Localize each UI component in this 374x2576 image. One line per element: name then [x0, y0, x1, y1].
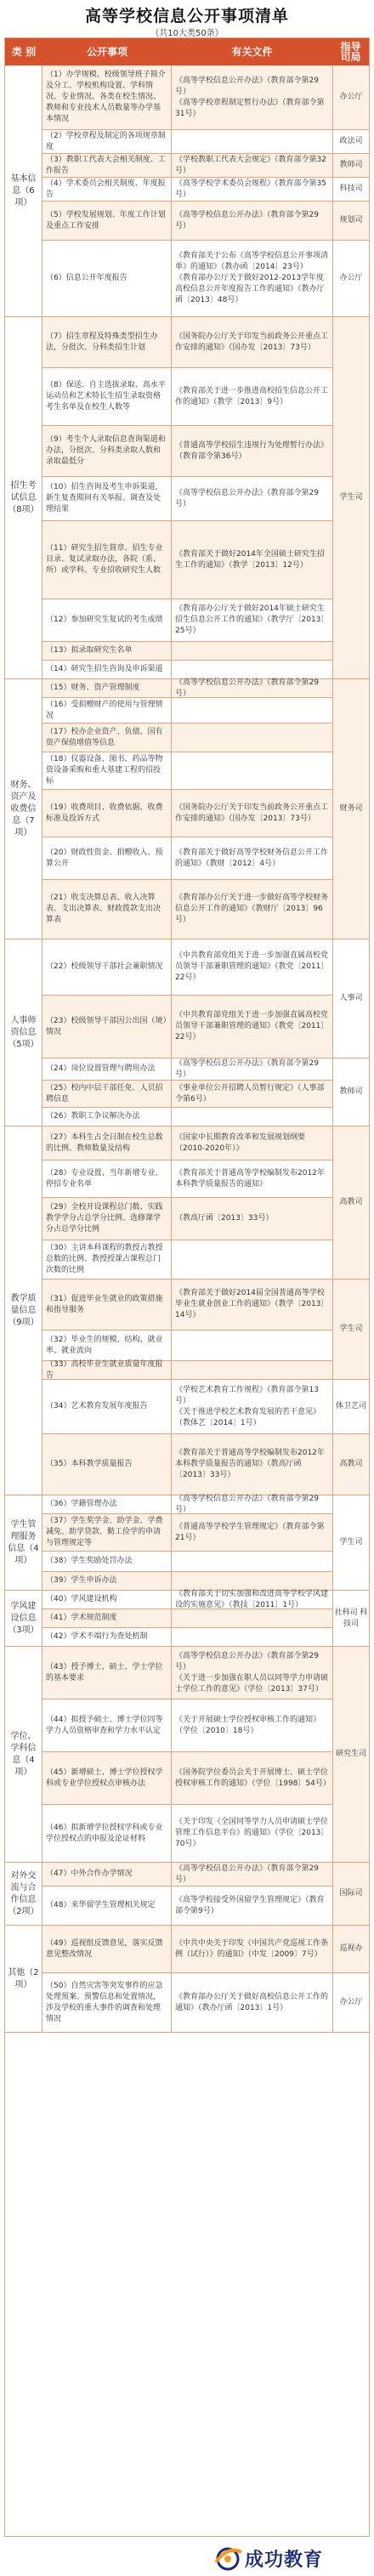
- driver-cell: 研究生司: [332, 1647, 369, 1863]
- row-docs-text: 《高等学校学术委员会规程》（教育部令第35号）: [175, 179, 326, 199]
- row-docs-text: [172, 1572, 332, 1590]
- table-row: [42, 679, 332, 698]
- row-docs-text: 《关于印发《全国同等学力人员申请硕士学位管理工作信息平台》的通知》（学位〔2013〕70号）: [175, 1818, 329, 1848]
- table-row: [42, 1160, 332, 1198]
- table-row: [42, 698, 332, 723]
- driver-cell: 学生司: [332, 1279, 369, 1380]
- row-docs-text: 《国家中长期教育改革和发展规划纲要（2010-2020年）》: [175, 1132, 306, 1153]
- row-docs-text: [172, 661, 332, 678]
- row-item-text: （23）校级领导干部因公出国（境）情况: [42, 996, 172, 1058]
- row-item-text: （3）教职工代表大会相关制度、工作报告: [42, 154, 172, 177]
- row-docs-text: [172, 1240, 332, 1279]
- row-item-text: （36）学籍管理办法: [42, 1495, 172, 1513]
- row-item-text: （17）校办企业资产、负债、国有资产保值增值等信息: [42, 723, 172, 752]
- driver-cell: 高教司: [332, 1434, 369, 1495]
- row-docs-text: 《事业单位公开招聘人员暂行规定》（人事部令第6号）: [175, 1083, 325, 1104]
- driver-cell: 社科司 科技司: [332, 1591, 369, 1647]
- category-cell: 人事师资信息（5项）: [5, 939, 42, 1126]
- row-item-text: （12）参加研究生复试的考生成绩: [42, 599, 172, 641]
- table-row: [42, 368, 332, 426]
- header-driver: 指导 司局: [340, 41, 361, 63]
- category-cell: 学风建设信息（3项）: [5, 1591, 42, 1647]
- row-docs-text: 《学校教职工代表大会规定》（教育部令第32号）: [175, 155, 326, 175]
- row-docs-text: 《教育部关于切实加强和改进高等学校学风建设的实施意见》（教技〔2011〕1号）: [175, 1589, 329, 1609]
- row-docs-text: 《高等学校信息公开办法》（教育部令第29号）: [175, 678, 319, 698]
- table-row: [42, 1609, 332, 1628]
- row-item-text: （21）收支决算总表、收入决算表、支出决算表、财政拨款支出决算表: [42, 880, 172, 939]
- row-docs-text: 《普通高等学校学生管理规定》（教育部令第21号）: [175, 1522, 325, 1542]
- header-category: 类 别: [11, 46, 37, 58]
- driver-cell: 巡视办: [332, 1926, 369, 1973]
- globe-arc-icon: [212, 2544, 243, 2573]
- row-docs-text: 《中共教育部党组关于进一步加强直属高校党员领导干部兼职管理的通知》（教党〔2011〕22号）: [175, 1011, 329, 1041]
- table-row: [42, 642, 332, 661]
- row-docs-text: 《教育部办公厅关于进一步做好高等学校财务信息公开工作的通知》（教财厅〔2013〕96号）: [175, 894, 329, 924]
- row-item-text: （39）学生申诉办法: [42, 1572, 172, 1590]
- driver-cell: 办公厅: [332, 241, 369, 317]
- table-row: [42, 477, 332, 521]
- category-cell: 招生考试信息（8项）: [5, 317, 42, 679]
- row-docs-text: 《教育部关于做好2014届全国普通高等学校毕业生就业创业工作的通知》（教学〔2013〕14号）: [175, 1289, 329, 1319]
- driver-cell: 国际司: [332, 1863, 369, 1926]
- table-row: [42, 1805, 332, 1863]
- row-item-text: （20）财政性资金、捐赠收入、预算公开: [42, 837, 172, 879]
- table-row: [42, 201, 332, 241]
- row-item-text: （22）校级领导干部社会兼职情况: [42, 939, 172, 995]
- table-row: [42, 241, 332, 317]
- table-row: [42, 1628, 332, 1647]
- row-docs-text: 《高等学校信息公开办法》（教育部令第29号）: [175, 210, 319, 230]
- row-docs-text: 《中共中央关于印发《中国共产党巡视工作条例（试行）》的通知》（中发〔2009〕7号）: [175, 1938, 329, 1959]
- row-docs-text: [172, 698, 332, 723]
- driver-cell: 财务司: [332, 679, 369, 939]
- row-item-text: （48）来华留学生管理相关规定: [42, 1887, 172, 1925]
- row-docs-text: 《高等学校信息公开办法》（教育部令第29号）: [175, 1494, 319, 1514]
- row-item-text: （24）岗位设置管理与聘用办法: [42, 1058, 172, 1080]
- brand-logo: [212, 2544, 370, 2573]
- table-row: [42, 1380, 332, 1434]
- table-row: [42, 1752, 332, 1805]
- row-item-text: （30）主讲本科课程的教授占教授总数的比例、教授授课占课程总门次数的比例: [42, 1240, 172, 1279]
- row-item-text: （10）招生咨询及考生申诉渠道，新生复查期间有关举报、调查及处理结果: [42, 477, 172, 520]
- table-row: [42, 521, 332, 599]
- page-title: 高等学校信息公开事项清单: [84, 7, 289, 26]
- row-docs-text: 《中共教育部党组关于进一步加强直属高校党员领导干部兼职管理的通知》（教党〔2011〕22号）: [175, 951, 329, 982]
- row-item-text: （19）收费项目、收费依据、收费标准及投诉方式: [42, 790, 172, 837]
- row-docs-text: 《教育部关于做好2014年全国硕士研究生招生工作的通知》（教学〔2013〕12号）: [175, 549, 325, 570]
- category-cell: 学位、学科信息（4项）: [5, 1647, 42, 1863]
- row-docs-text: [172, 1552, 332, 1571]
- row-docs-text: （教高厅函〔2013〕33号）: [175, 1214, 274, 1223]
- row-item-text: （7）招生章程及特殊类型招生办法，分批次、分科类招生计划: [42, 317, 172, 367]
- category-cell: 财务、资产及收费信息（7项）: [5, 679, 42, 939]
- row-item-text: （6）信息公开年度报告: [42, 241, 172, 316]
- row-docs-text: 《高等学校信息公开办法》（教育部令第29号）: [175, 1864, 319, 1884]
- category-cell: 对外交流与合作信息（2项）: [5, 1863, 42, 1926]
- row-item-text: （32）毕业生的规模、结构、就业率、就业流向: [42, 1331, 172, 1360]
- row-docs-text: 《高等学校信息公开办法》（教育部令第29号）: [175, 1058, 319, 1079]
- table-row: [42, 1058, 332, 1081]
- driver-cell: 高教司: [332, 1126, 369, 1279]
- table-row: [42, 996, 332, 1058]
- row-docs-text: 《教育部关于普通高等学校编制发布2012年本科教学质量报告的通知》: [175, 1168, 325, 1189]
- row-item-text: （38）学生奖励处罚办法: [42, 1552, 172, 1571]
- table-header: [5, 38, 369, 65]
- table-row: [42, 130, 332, 154]
- driver-cell: 政法司: [332, 130, 369, 154]
- header-item: 公开事项: [86, 46, 128, 58]
- row-item-text: （8）保送、自主选拔录取、高水平运动员和艺术特长生招生录取资格考生名单及在校生人数等: [42, 368, 172, 425]
- category-cell: 学生管理服务信息（4项）: [5, 1495, 42, 1591]
- row-item-text: （15）财务、资产管理制度: [42, 679, 172, 697]
- driver-cell: 科技司: [332, 178, 369, 201]
- row-item-text: （27）本科生占全日制在校生总数的比例、教师数量及结构: [42, 1126, 172, 1160]
- row-item-text: （29）全校开设课程总门数、实践教学学分占总学分比例、选修课学分占总学分比例: [42, 1198, 172, 1240]
- table-row: [42, 65, 332, 130]
- table-row: [42, 1552, 332, 1572]
- driver-cell: 办公厅: [332, 65, 369, 130]
- table-row: [42, 1361, 332, 1380]
- row-docs-text: 《国务院学位委员会关于开展博士、硕士学位授权审核工作的通知》（学位〔1998〕54号）: [175, 1767, 331, 1788]
- row-docs-text: [172, 723, 332, 752]
- row-docs-text: 《高等学校接受外国留学生管理规定》（教育部令第9号）: [175, 1895, 325, 1915]
- table-row: [42, 1126, 332, 1160]
- table-row: [42, 1973, 332, 2033]
- row-docs-text: [172, 130, 332, 153]
- table-row: [42, 1495, 332, 1514]
- driver-cell: 学生司: [332, 1495, 369, 1591]
- row-docs-text: 《教育部办公厅关于做好高校信息公开工作的通知》（教办厅函〔2013〕1号）: [175, 1992, 329, 2012]
- row-item-text: （13）拟录取研究生名单: [42, 642, 172, 660]
- table-row: [42, 1279, 332, 1331]
- row-item-text: （14）研究生招生咨询及申诉渠道: [42, 661, 172, 678]
- table-row: [42, 1699, 332, 1752]
- row-item-text: （18）仪器设备、图书、药品等物资设备采购和重大基建工程的招投标: [42, 752, 172, 789]
- table-row: [42, 154, 332, 178]
- row-docs-text: [172, 1361, 332, 1379]
- page-subtitle: （共10大类50条）: [150, 29, 224, 38]
- table-row: [42, 837, 332, 880]
- row-item-text: （28）专业设置、当年新增专业、停招专业名单: [42, 1160, 172, 1197]
- row-docs-text: [172, 1609, 332, 1627]
- table-row: [42, 426, 332, 477]
- table-row: [42, 1863, 332, 1887]
- row-docs-text: [172, 1108, 332, 1126]
- disclosure-table: [4, 37, 370, 2537]
- row-item-text: （37）学生奖学金、助学金、学费减免、助学贷款、勤工俭学的申请与管理规定等: [42, 1514, 172, 1551]
- table-row: [42, 1198, 332, 1240]
- row-docs-text: 《关于开展硕士学位授权审核工作的通知》（学位〔2010〕18号）: [175, 1715, 321, 1735]
- category-cell: 教学质量信息（9项）: [5, 1126, 42, 1495]
- row-docs-text: 《教育部关于做好高等学校财务信息公开工作的通知》（教财〔2012〕4号）: [175, 848, 329, 868]
- table-row: [42, 1108, 332, 1126]
- row-item-text: （41）学术规范制度: [42, 1609, 172, 1627]
- row-docs-text: 《教育部关于进一步推进高校招生信息公开工作的通知》（教学〔2013〕9号）: [175, 386, 329, 406]
- table-row: [42, 599, 332, 642]
- table-row: [42, 178, 332, 201]
- table-row: [42, 317, 332, 368]
- table-row: [42, 939, 332, 996]
- row-item-text: （34）艺术教育发展年度报告: [42, 1380, 172, 1433]
- driver-cell: 体卫艺司: [332, 1380, 369, 1434]
- table-row: [42, 1887, 332, 1926]
- row-docs-text: [172, 642, 332, 660]
- row-item-text: （50）自然灾害等突发事件的应急处理预案、预警信息和处置情况，涉及学校的重大事件的调查和处理情况: [42, 1973, 172, 2032]
- row-item-text: （4）学术委员会相关制度、年度报告: [42, 178, 172, 201]
- row-item-text: （35）本科教学质量报告: [42, 1434, 172, 1495]
- row-item-text: （31）促进毕业生就业的政策措施和指导服务: [42, 1279, 172, 1330]
- row-item-text: （1）办学规模、校级领导班子简介及分工、学校机构设置、学科情况、专业情况、各类在校生情况、教师和专业技术人员数量等办学基本情况: [42, 65, 172, 129]
- logo-text: 成功教育: [245, 2550, 324, 2571]
- row-docs-text: 《教育部关于公布《高等学校信息公开事项清单》的通知》（教办函〔2014〕23号） 《教育部办公厅关于做好2012-2013学年度高校信息公开年度报告工作的通知》（教办厅函〔2013〕48号）: [175, 252, 329, 304]
- row-item-text: （33）高校毕业生就业质量年度报告: [42, 1361, 172, 1379]
- row-item-text: （47）中外合作办学情况: [42, 1863, 172, 1886]
- category-cell: 基本信息（6项）: [5, 65, 42, 317]
- row-item-text: （2）学校章程及制定的各项规章制度: [42, 130, 172, 153]
- row-docs-text: 《教育部办公厅关于做好2014年硕士研究生招生信息公开工作的通知》（教学厅〔2013〕25号）: [175, 604, 329, 635]
- row-item-text: （25）校内中层干部任免、人员招聘信息: [42, 1081, 172, 1107]
- row-docs-text: [172, 1628, 332, 1646]
- row-docs-text: [172, 752, 332, 789]
- driver-cell: 规划司: [332, 201, 369, 241]
- row-item-text: （26）教职工争议解决办法: [42, 1108, 172, 1126]
- row-item-text: （9）考生个人录取信息查询渠道和办法，分批次、分科类录取人数和录取最低分: [42, 426, 172, 476]
- row-item-text: （44）拟授予硕士、博士学位同等学力人员资格审查和学力水平认定: [42, 1699, 172, 1751]
- driver-cell: 办公厅: [332, 1973, 369, 2033]
- table-row: [42, 723, 332, 752]
- table-row: [42, 1514, 332, 1552]
- row-item-text: （40）学风建设机构: [42, 1591, 172, 1609]
- table-row: [42, 1647, 332, 1699]
- row-docs-text: [172, 1331, 332, 1360]
- row-item-text: （46）拟新增学位授权学科或专业学位授权点的申报及论证材料: [42, 1805, 172, 1862]
- table-row: [42, 790, 332, 837]
- table-row: [42, 880, 332, 939]
- row-docs-text: 《高等学校信息公开办法》（教育部令第29号） 《关于进一步加强在职人员以同等学力申请硕士学位工作的意见》（学位〔2013〕37号）: [175, 1651, 329, 1694]
- table-row: [42, 1240, 332, 1279]
- row-item-text: （42）学术不端行为查处机制: [42, 1628, 172, 1646]
- row-item-text: （49）巡视组反馈意见，落实反馈意见整改情况: [42, 1926, 172, 1972]
- driver-cell: 教师司: [332, 154, 369, 178]
- row-docs-text: 《国务院办公厅关于印发当前政务公开重点工作安排的通知》（国办发〔2013〕73号）: [175, 803, 329, 823]
- driver-cell: 学生司: [332, 317, 369, 679]
- row-docs-text: 《国务院办公厅关于印发当前政务公开重点工作安排的通知》（国办发〔2013〕73号）: [175, 332, 329, 352]
- row-docs-text: 《高等学校信息公开办法》（教育部令第29号） 《高等学校章程制定暂行办法》（教育部令第31号）: [175, 76, 325, 118]
- table-row: [42, 1331, 332, 1361]
- row-docs-text: 《教育部关于普通高等学校编制发布2012年本科教学质量报告的通知》（教高厅函〔2013〕33号）: [175, 1449, 325, 1479]
- row-item-text: （43）授予博士、硕士、学士学位的基本要求: [42, 1647, 172, 1699]
- row-docs-text: 《普通高等学校招生违规行为处理暂行办法》（教育部令第36号）: [175, 440, 329, 461]
- table-row: [42, 1926, 332, 1973]
- row-docs-text: 《学校艺术教育工作规程》（教育部令第13号） 《关于推进学校艺术教育发展的若干意见》（教体艺〔2014〕1号）: [175, 1385, 321, 1427]
- row-item-text: （45）新增硕士、博士学位授权学科或专业学位授权点审核办法: [42, 1752, 172, 1804]
- header-docs: 有关文件: [231, 46, 273, 58]
- row-item-text: （16）受捐赠财产的使用与管理情况: [42, 698, 172, 723]
- category-cell: 其他（2项）: [5, 1926, 42, 2033]
- table-row: [42, 1081, 332, 1108]
- row-docs-text: 《高等学校信息公开办法》（教育部令第29号）: [175, 488, 319, 508]
- table-row: [42, 1591, 332, 1609]
- driver-cell: 教师司: [332, 1058, 369, 1126]
- driver-cell: 人事司: [332, 939, 369, 1058]
- table-row: [42, 752, 332, 790]
- row-item-text: （5）学校发展规划、年度工作计划及重点工作安排: [42, 201, 172, 240]
- row-item-text: （11）研究生招生简章、招生专业目录、复试录取办法，各院（系、所）或学科、专业招收研究生人数: [42, 521, 172, 599]
- table-row: [42, 1434, 332, 1495]
